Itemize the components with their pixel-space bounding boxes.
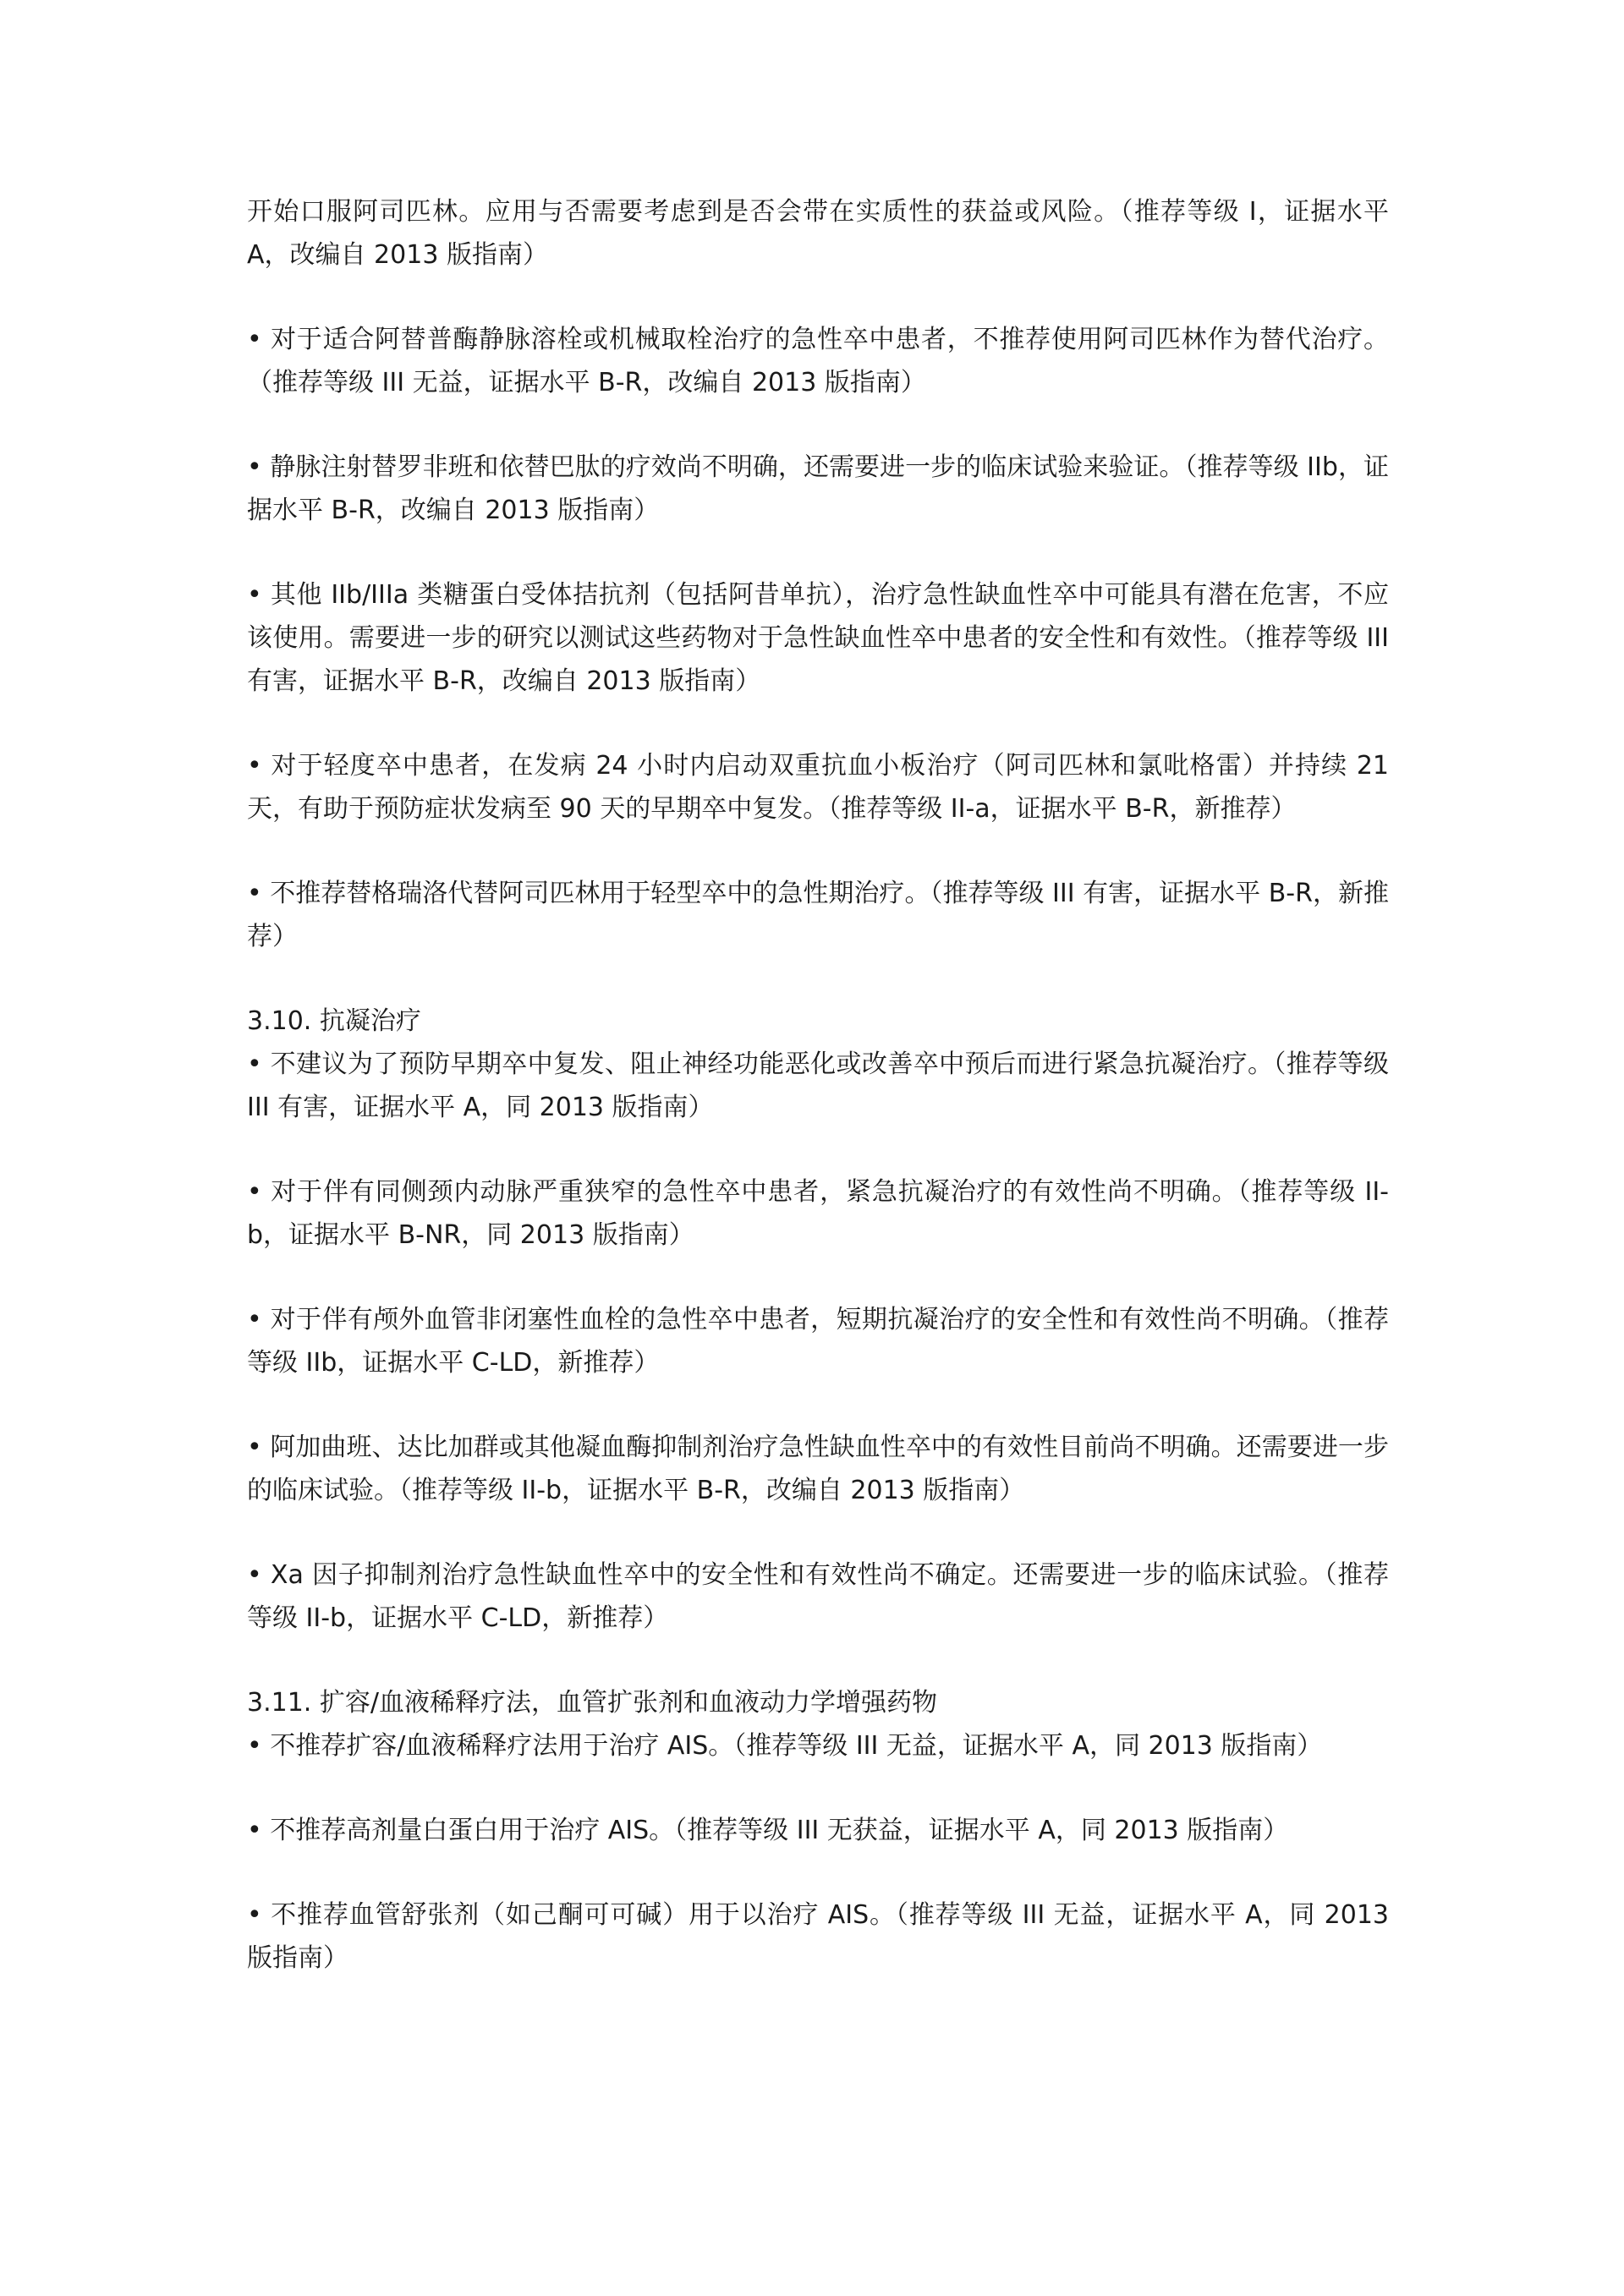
recommendation-item: • 对于伴有同侧颈内动脉严重狭窄的急性卒中患者，紧急抗凝治疗的有效性尚不明确。（推荐等级 II-b，证据水平 B-NR，同 2013 版指南）	[247, 1177, 1389, 1250]
section-3-10	[247, 1000, 1389, 1640]
recommendation-item: • 不推荐替格瑞洛代替阿司匹林用于轻型卒中的急性期治疗。（推荐等级 III 有害，证据水平 B-R，新推荐）	[247, 879, 1389, 951]
recommendation-item: • 不推荐高剂量白蛋白用于治疗 AIS。（推荐等级 III 无获益，证据水平 A，同 2013 版指南）	[247, 1816, 1289, 1845]
section-heading: 3.10. 抗凝治疗	[247, 1006, 421, 1036]
recommendation-item: • Xa 因子抑制剂治疗急性缺血性卒中的安全性和有效性尚不确定。还需要进一步的临床试验。（推荐等级 II-b，证据水平 C-LD，新推荐）	[247, 1560, 1389, 1633]
recommendation-item: • 不推荐扩容/血液稀释疗法用于治疗 AIS。（推荐等级 III 无益，证据水平 A，同 2013 版指南）	[247, 1731, 1323, 1761]
recommendation-item: • 其他 IIb/IIIa 类糖蛋白受体拮抗剂（包括阿昔单抗），治疗急性缺血性卒中可能具有潜在危害，不应该使用。需要进一步的研究以测试这些药物对于急性缺血性卒中患者的安全性和有效性。（推荐等级 III 有害，证据水平 B-R，改编自 2013 版指南）	[247, 580, 1389, 696]
recommendation-item: • 静脉注射替罗非班和依替巴肽的疗效尚不明确，还需要进一步的临床试验来验证。（推荐等级 IIb，证据水平 B-R，改编自 2013 版指南）	[247, 452, 1389, 525]
recommendation-item: • 不推荐血管舒张剂（如己酮可可碱）用于以治疗 AIS。（推荐等级 III 无益，证据水平 A，同 2013 版指南）	[247, 1900, 1389, 1973]
recommendation-item: • 不建议为了预防早期卒中复发、阻止神经功能恶化或改善卒中预后而进行紧急抗凝治疗。（推荐等级 III 有害，证据水平 A，同 2013 版指南）	[247, 1049, 1389, 1122]
section-3-11	[247, 1681, 1389, 1980]
recommendation-item: • 对于伴有颅外血管非闭塞性血栓的急性卒中患者，短期抗凝治疗的安全性和有效性尚不明确。（推荐等级 IIb，证据水平 C-LD，新推荐）	[247, 1305, 1389, 1378]
recommendation-item: • 对于轻度卒中患者，在发病 24 小时内启动双重抗血小板治疗（阿司匹林和氯吡格雷）并持续 21 天，有助于预防症状发病至 90 天的早期卒中复发。（推荐等级 II-a，证据水平 B-R，新推荐）	[247, 751, 1389, 824]
recommendation-item: • 阿加曲班、达比加群或其他凝血酶抑制剂治疗急性缺血性卒中的有效性目前尚不明确。还需要进一步的临床试验。（推荐等级 II-b，证据水平 B-R，改编自 2013 版指南）	[247, 1433, 1389, 1505]
section-heading: 3.11. 扩容/血液稀释疗法，血管扩张剂和血液动力学增强药物	[247, 1688, 937, 1718]
document-page	[247, 190, 1389, 1980]
recommendation-item: • 对于适合阿替普酶静脉溶栓或机械取栓治疗的急性卒中患者，不推荐使用阿司匹林作为替代治疗。（推荐等级 III 无益，证据水平 B-R，改编自 2013 版指南）	[247, 325, 1389, 397]
antiplatelet-recommendations	[247, 318, 1389, 958]
intro-paragraph: 开始口服阿司匹林。应用与否需要考虑到是否会带在实质性的获益或风险。（推荐等级 I，证据水平 A，改编自 2013 版指南）	[247, 197, 1389, 270]
